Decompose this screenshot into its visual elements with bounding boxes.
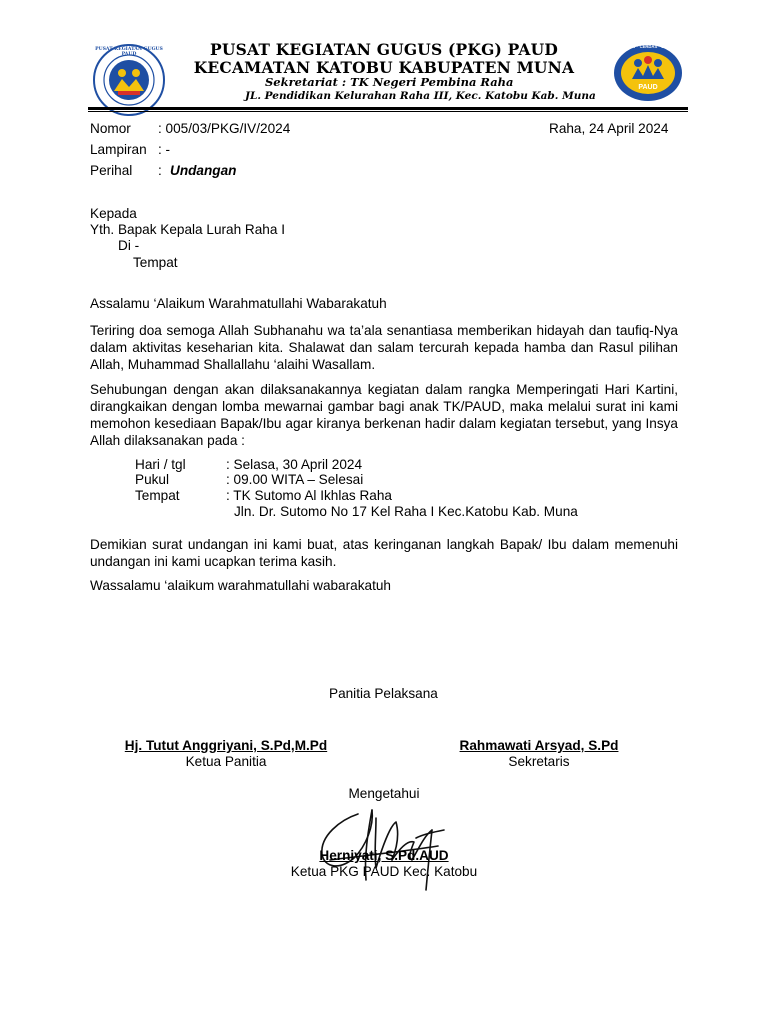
letterhead-subtitle: KECAMATAN KATOBU KABUPATEN MUNA bbox=[193, 58, 575, 77]
event-tempat-label: Tempat bbox=[135, 488, 180, 503]
left-signatory-name: Hj. Tutut Anggriyani, S.Pd,M.Pd bbox=[124, 738, 328, 753]
lampiran-label: Lampiran bbox=[90, 142, 147, 157]
paragraph-opening: Teriring doa semoga Allah Subhanahu wa ta’ala senantiasa memberikan hidayah dan taufiq-Nya dalam aktivitas keseharian kita. Shalawat dan salam tercurah kepada hamba dan Rasul pilihan Allah, Muhammad Shallallahu ‘alaihi Wasallam. bbox=[90, 323, 678, 372]
committee-heading: Panitia Pelaksana bbox=[329, 686, 438, 701]
paud-logo bbox=[612, 43, 684, 103]
lampiran-value: : - bbox=[158, 142, 171, 157]
place-date: Raha, 24 April 2024 bbox=[549, 121, 669, 136]
letterhead-title: PUSAT KEGIATAN GUGUS (PKG) PAUD bbox=[210, 40, 558, 59]
perihal-colon: : bbox=[158, 163, 162, 178]
event-pukul-label: Pukul bbox=[135, 472, 170, 487]
letterhead-rule-thin bbox=[88, 111, 688, 112]
perihal-value: Undangan bbox=[170, 163, 237, 178]
left-signatory-role: Ketua Panitia bbox=[185, 754, 267, 769]
event-address: Jln. Dr. Sutomo No 17 Kel Raha I Kec.Katobu Kab. Muna bbox=[234, 504, 578, 519]
letterhead-secretariat: Sekretariat : TK Negeri Pembina Raha bbox=[265, 75, 514, 89]
recipient-tempat: Tempat bbox=[133, 255, 178, 270]
greeting: Assalamu ‘Alaikum Warahmatullahi Wabarakatuh bbox=[90, 296, 387, 311]
letterhead-address: JL. Pendidikan Kelurahan Raha III, Kec. Katobu Kab. Muna bbox=[245, 90, 596, 102]
right-logo-text: SEHAT · CERDAS · CERIA bbox=[621, 44, 675, 49]
right-logo-label: PAUD bbox=[638, 84, 658, 91]
right-signatory-role: Sekretaris bbox=[508, 754, 570, 769]
paragraph-closing: Demikian surat undangan ini kami buat, atas keringanan langkah Bapak/ Ibu dalam memenuhi undangan ini kami ucapkan terima kasih. bbox=[90, 537, 678, 569]
event-tempat-value: : TK Sutomo Al Ikhlas Raha bbox=[226, 488, 392, 503]
recipient-kepada: Kepada bbox=[90, 206, 137, 221]
closing-salam: Wassalamu ‘alaikum warahmatullahi wabarakatuh bbox=[90, 578, 391, 593]
recipient-di: Di - bbox=[118, 238, 140, 253]
nomor-value: : 005/03/PKG/IV/2024 bbox=[158, 121, 291, 136]
perihal-label: Perihal bbox=[90, 163, 133, 178]
right-signatory-name: Rahmawati Arsyad, S.Pd bbox=[459, 738, 619, 753]
event-hari-value: : Selasa, 30 April 2024 bbox=[226, 457, 363, 472]
paragraph-purpose: Sehubungan dengan akan dilaksanakannya kegiatan dalam rangka Memperingati Hari Kartini, dirangkaikan dengan lomba mewarnai gambar bagi anak TK/PAUD, maka melalui surat ini kami memohon kesediaan Bapak/Ibu agar kiranya berkenan hadir dalam kegiatan tersebut, yang Insya Allah dilaksanakan pada : bbox=[90, 382, 678, 448]
letterhead-rule-thick bbox=[88, 107, 688, 110]
recipient-name: Yth. Bapak Kepala Lurah Raha I bbox=[90, 222, 285, 237]
event-pukul-value: : 09.00 WITA – Selesai bbox=[226, 472, 364, 487]
nomor-label: Nomor bbox=[90, 121, 131, 136]
bottom-signatory-name: Herniyati, S.Pd.AUD bbox=[319, 848, 449, 863]
left-logo-text: PUSAT KEGIATAN GUGUS PAUD bbox=[95, 47, 163, 57]
pkg-paud-logo bbox=[92, 43, 166, 117]
event-hari-label: Hari / tgl bbox=[135, 457, 186, 472]
handwritten-signature bbox=[310, 796, 450, 896]
bottom-signatory-role: Ketua PKG PAUD Kec. Katobu bbox=[290, 864, 478, 879]
knowing-label: Mengetahui bbox=[348, 786, 420, 801]
